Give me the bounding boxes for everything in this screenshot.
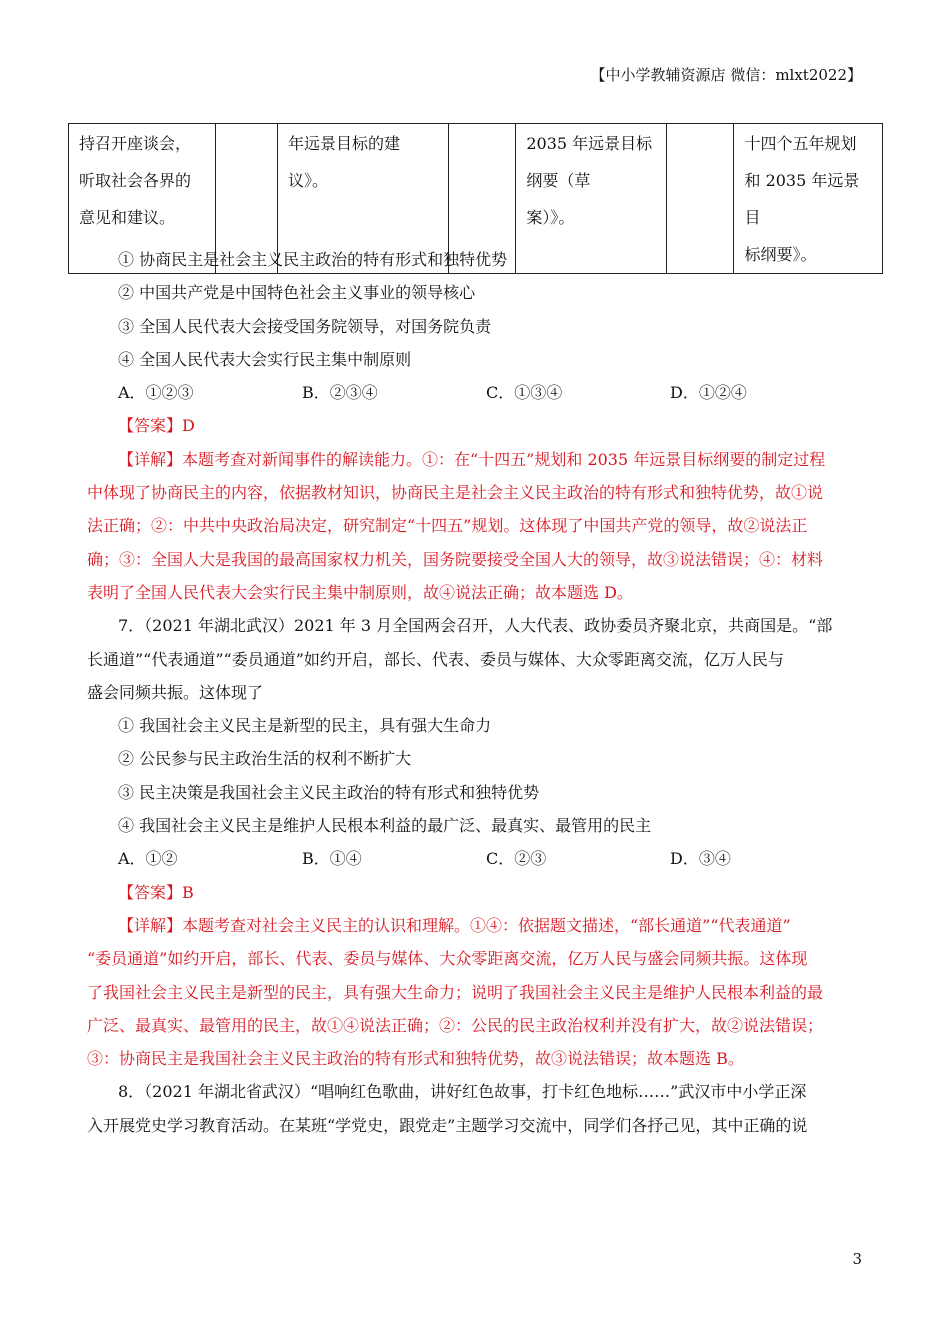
cell-line: 纲要（草 — [526, 171, 591, 190]
analysis-line: 确；③：全国人大是我国的最高国家权力机关，国务院要接受全国人大的领导，故③说法错误；④：材料 — [87, 549, 824, 569]
analysis-line: 中体现了协商民主的内容，依据教材知识，协商民主是社会主义民主政治的特有形式和独特优势，故①说 — [87, 483, 824, 503]
option-a: A．①② — [118, 849, 178, 869]
cell-line: 听取社会各界的 — [79, 171, 192, 190]
statement: ③ 民主决策是我国社会主义民主政治的特有形式和独特优势 — [118, 782, 540, 802]
cell-line: 十四个五年规划 — [744, 134, 857, 153]
analysis-line: “委员通道”如约开启，部长、代表、委员与媒体、大众零距离交流，亿万人民与盛会同频共振。这体现 — [87, 949, 808, 969]
statement: ④ 我国社会主义民主是维护人民根本利益的最广泛、最真实、最管用的民主 — [118, 816, 652, 836]
cell-line: 持召开座谈会， — [79, 134, 192, 153]
option-c: C．①③④ — [486, 383, 563, 403]
question-stem: 盛会同频共振。这体现了 — [87, 682, 264, 702]
question-stem: 入开展党史学习教育活动。在某班“学党史，跟党走”主题学习交流中，同学们各抒己见，其中正确的说 — [87, 1115, 808, 1135]
statement: ③ 全国人民代表大会接受国务院领导，对国务院负责 — [118, 316, 492, 336]
answer-options — [87, 376, 867, 409]
statement: ④ 全国人民代表大会实行民主集中制原则 — [118, 349, 412, 369]
option-d: D．③④ — [670, 849, 731, 869]
answer-label: 【答案】B — [118, 882, 194, 902]
answer-label: 【答案】D — [118, 416, 195, 436]
cell-line: 年远景目标的建 — [288, 134, 401, 153]
statement: ② 中国共产党是中国特色社会主义事业的领导核心 — [118, 283, 476, 303]
option-d: D．①②④ — [670, 383, 747, 403]
analysis-line: 【详解】本题考查对社会主义民主的认识和理解。①④：依据题文描述，“部长通道”“代表通道” — [118, 915, 791, 935]
cell-line: 标纲要》。 — [744, 245, 817, 264]
option-a: A．①②③ — [118, 383, 194, 403]
question-stem: 8．（2021 年湖北省武汉）“唱响红色歌曲，讲好红色故事，打卡红色地标……”武汉市中小学正深 — [118, 1082, 807, 1102]
page-number: 3 — [852, 1250, 862, 1268]
analysis-line: 法正确；②：中共中央政治局决定，研究制定“十四五”规划。这体现了中国共产党的领导，故②说法正 — [87, 516, 808, 536]
analysis-line: 广泛、最真实、最管用的民主，故①④说法正确；②：公民的民主政治权利并没有扩大，故②说法错误； — [87, 1015, 824, 1035]
option-b: B．①④ — [302, 849, 362, 869]
cell-line: 议》。 — [288, 171, 329, 190]
question-6-continued — [87, 243, 867, 1142]
cell-line: 意见和建议。 — [79, 208, 176, 227]
option-c: C．②③ — [486, 849, 547, 869]
header-note: 【中小学教辅资源店 微信：mlxt2022】 — [590, 66, 862, 84]
analysis-line: 【详解】本题考查对新闻事件的解读能力。①：在“十四五”规划和 2035 年远景目标纲要的制定过程 — [118, 449, 826, 469]
statement: ① 我国社会主义民主是新型的民主，具有强大生命力 — [118, 716, 492, 736]
cell-line: 案）》。 — [526, 208, 575, 227]
cell-line: 和 2035 年远景目 — [744, 171, 860, 227]
analysis-line: 表明了全国人民代表大会实行民主集中制原则，故④说法正确；故本题选 D。 — [87, 582, 633, 602]
question-stem: 长通道”“代表通道”“委员通道”如约开启，部长、代表、委员与媒体、大众零距离交流，亿万人民与 — [87, 649, 784, 669]
option-b: B．②③④ — [302, 383, 378, 403]
answer-options — [87, 842, 867, 875]
analysis-line: ③：协商民主是我国社会主义民主政治的特有形式和独特优势，故③说法错误；故本题选 B。 — [87, 1049, 744, 1069]
question-stem: 7．（2021 年湖北武汉）2021 年 3 月全国两会召开，人大代表、政协委员齐聚北京，共商国是。“部 — [118, 616, 833, 636]
analysis-line: 了我国社会主义民主是新型的民主，具有强大生命力；说明了我国社会主义民主是维护人民根本利益的最 — [87, 982, 824, 1002]
statement: ② 公民参与民主政治生活的权利不断扩大 — [118, 749, 412, 769]
statement: ① 协商民主是社会主义民主政治的特有形式和独特优势 — [118, 250, 508, 269]
cell-line: 2035 年远景目标 — [526, 134, 653, 153]
